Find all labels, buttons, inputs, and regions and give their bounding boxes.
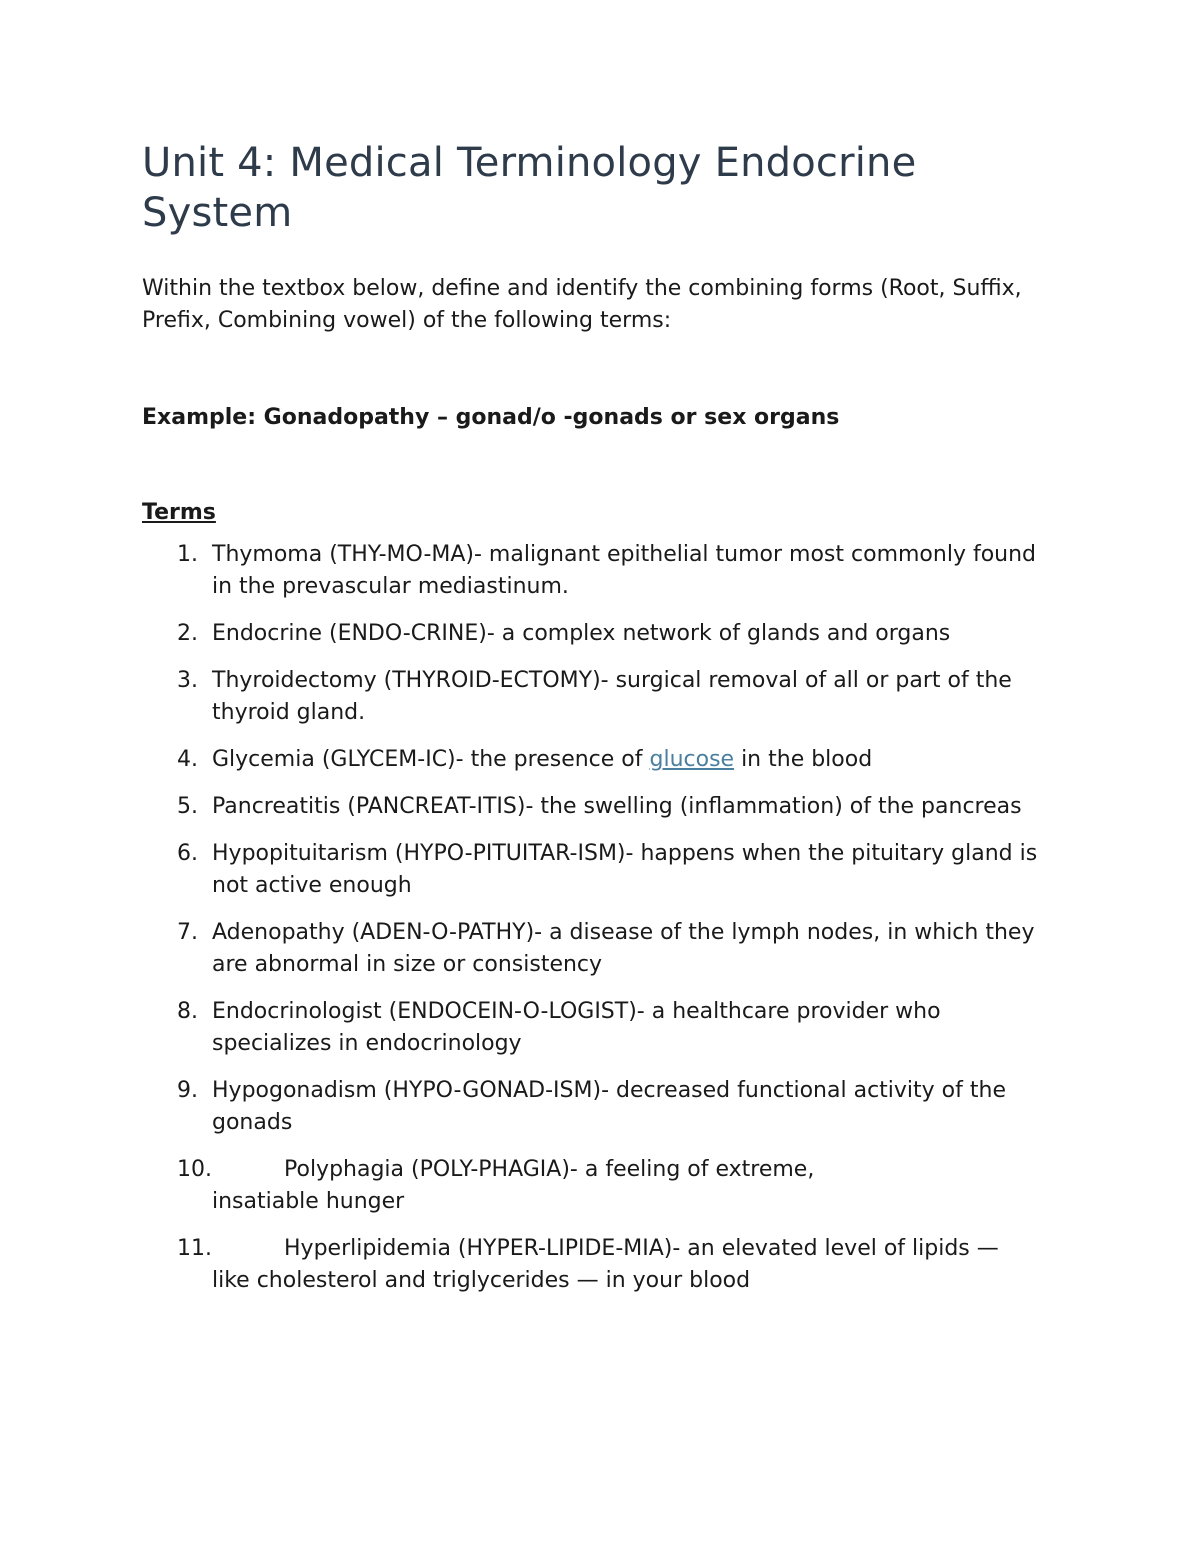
term-number: 10. [177, 1157, 212, 1182]
term-text-before-link: Glycemia (GLYCEM-IC)- the presence of [212, 747, 650, 772]
term-number: 9. [177, 1078, 198, 1103]
term-item [142, 618, 1062, 650]
term-item [142, 791, 1062, 823]
term-text: Endocrinologist (ENDOCEIN-O-LOGIST)- a healthcare provider who specializes in endocrinology [212, 999, 941, 1056]
term-text: Adenopathy (ADEN-O-PATHY)- a disease of the lymph nodes, in which they are abnormal in size or consistency [212, 920, 1035, 977]
term-item [142, 1075, 1062, 1139]
term-text-after-link: in the blood [734, 747, 873, 772]
term-text: Hypogonadism (HYPO-GONAD-ISM)- decreased functional activity of the gonads [212, 1078, 1006, 1135]
term-number: 11. [177, 1236, 212, 1261]
term-item [142, 1233, 1062, 1297]
term-number: 2. [177, 621, 198, 646]
term-text: Thymoma (THY-MO-MA)- malignant epithelial tumor most commonly found in the prevascular mediastinum. [212, 542, 1037, 599]
term-item [142, 838, 1062, 902]
term-number: 6. [177, 841, 198, 866]
term-item [142, 744, 1062, 776]
example-line: Example: Gonadopathy – gonad/o -gonads or sex organs [142, 405, 840, 430]
term-text: Hypopituitarism (HYPO-PITUITAR-ISM)- happens when the pituitary gland is not active enough [212, 841, 1038, 898]
term-item [142, 539, 1062, 603]
term-number: 8. [177, 999, 198, 1024]
term-number: 3. [177, 668, 198, 693]
term-text: Pancreatitis (PANCREAT-ITIS)- the swelling (inflammation) of the pancreas [212, 794, 1022, 819]
document-page [142, 138, 1062, 1312]
glucose-link[interactable]: glucose [649, 747, 735, 772]
term-text-line-2: insatiable hunger [212, 1189, 405, 1214]
terms-heading: Terms [142, 500, 216, 525]
term-text-line-1: Polyphagia (POLY-PHAGIA)- a feeling of extreme, [284, 1157, 815, 1182]
term-item [142, 1154, 1062, 1218]
instructions-paragraph: Within the textbox below, define and identify the combining forms (Root, Suffix, Prefix, Combining vowel) of the following terms: [142, 276, 1022, 333]
term-text: Thyroidectomy (THYROID-ECTOMY)- surgical removal of all or part of the thyroid gland. [212, 668, 1012, 725]
term-number: 4. [177, 747, 198, 772]
term-text-line-1: Hyperlipidemia (HYPER-LIPIDE-MIA)- an elevated level of lipids — [284, 1236, 999, 1261]
term-text: Endocrine (ENDO-CRINE)- a complex network of glands and organs [212, 621, 951, 646]
term-number: 1. [177, 542, 198, 567]
terms-list [142, 539, 1062, 1297]
page-title: Unit 4: Medical Terminology Endocrine System [142, 140, 917, 236]
term-number: 5. [177, 794, 198, 819]
term-item [142, 996, 1062, 1060]
term-number: 7. [177, 920, 198, 945]
term-text-line-2: like cholesterol and triglycerides — in your blood [212, 1268, 751, 1293]
term-item [142, 917, 1062, 981]
term-item [142, 665, 1062, 729]
